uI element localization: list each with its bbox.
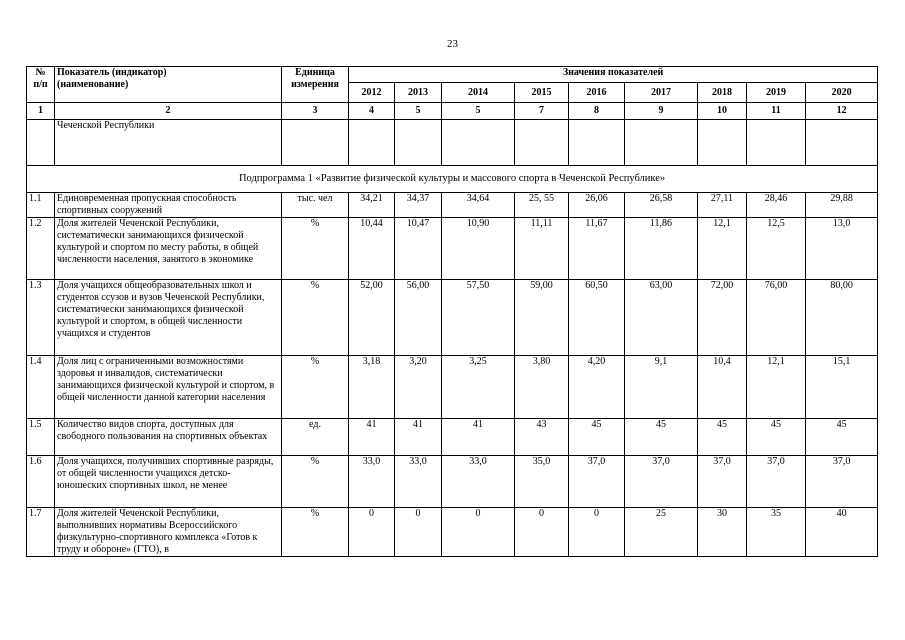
column-number: 3 [282,103,349,120]
column-number: 12 [806,103,878,120]
row-num: 1.5 [27,419,55,456]
year-header: 2019 [747,83,806,103]
row-value: 80,00 [806,280,878,356]
row-value: 10,44 [349,218,395,280]
row-value: 9,1 [625,356,698,419]
row-value: 45 [747,419,806,456]
table-row [27,456,878,508]
row-value: 10,90 [442,218,515,280]
table-row [27,419,878,456]
column-number: 10 [698,103,747,120]
row-value: 33,0 [349,456,395,508]
table-row [27,356,878,419]
row-unit: % [282,280,349,356]
column-number: 8 [569,103,625,120]
year-header: 2013 [395,83,442,103]
table-row [27,280,878,356]
row-value: 12,5 [747,218,806,280]
row-value: 4,20 [569,356,625,419]
column-number: 5 [395,103,442,120]
year-header: 2014 [442,83,515,103]
row-value: 3,20 [395,356,442,419]
row-value: 28,46 [747,193,806,218]
row-value: 0 [515,508,569,557]
row-value: 37,0 [698,456,747,508]
row-value: 35 [747,508,806,557]
row-unit: ед. [282,419,349,456]
header-unit: Единица измерения [282,67,349,103]
row-value: 29,88 [806,193,878,218]
indicators-table [26,66,878,557]
row-unit: тыс. чел [282,193,349,218]
row-value: 41 [442,419,515,456]
row-value: 0 [349,508,395,557]
header-values-title: Значения показателей [349,67,878,83]
row-indicator-name: Доля учащихся, получивших спортивные разряды, от общей численности учащихся детско-юношеских спортивных школ, не менее [55,456,282,508]
row-indicator-name: Доля учащихся общеобразовательных школ и студентов ссузов и вузов Чеченской Республики, систематически занимающихся физической культурой и спортом, в общей численности учащихся и студентов [55,280,282,356]
row-value: 27,11 [698,193,747,218]
row-value: 3,18 [349,356,395,419]
row-value: 25, 55 [515,193,569,218]
continuation-text: Чеченской Республики [55,120,282,166]
year-header: 2016 [569,83,625,103]
row-value: 37,0 [569,456,625,508]
row-value: 45 [625,419,698,456]
column-number: 9 [625,103,698,120]
column-number: 1 [27,103,55,120]
row-value: 41 [349,419,395,456]
row-value: 34,37 [395,193,442,218]
year-header: 2012 [349,83,395,103]
year-header: 2017 [625,83,698,103]
row-value: 11,86 [625,218,698,280]
continuation-unit-cell [282,120,349,166]
row-value: 72,00 [698,280,747,356]
row-value: 26,06 [569,193,625,218]
row-value: 37,0 [806,456,878,508]
row-value: 45 [806,419,878,456]
row-indicator-name: Количество видов спорта, доступных для свободного пользования на спортивных объектах [55,419,282,456]
row-value: 11,11 [515,218,569,280]
page-number: 23 [447,38,458,50]
row-value: 12,1 [747,356,806,419]
table-row [27,508,878,557]
table-row [27,218,878,280]
row-value: 56,00 [395,280,442,356]
row-num: 1.7 [27,508,55,557]
row-indicator-name: Доля жителей Чеченской Республики, систематически занимающихся физической культурой и спортом по месту работы, в общей численности населения, занятого в экономике [55,218,282,280]
table-row [27,193,878,218]
year-header: 2018 [698,83,747,103]
row-value: 60,50 [569,280,625,356]
row-num: 1.2 [27,218,55,280]
row-num: 1.1 [27,193,55,218]
row-value: 11,67 [569,218,625,280]
row-num: 1.6 [27,456,55,508]
row-value: 10,4 [698,356,747,419]
row-value: 26,58 [625,193,698,218]
row-value: 40 [806,508,878,557]
row-value: 25 [625,508,698,557]
row-unit: % [282,356,349,419]
row-unit: % [282,218,349,280]
row-indicator-name: Доля жителей Чеченской Республики, выполнивших нормативы Всероссийского физкультурно-спортивного комплекса «Готов к труду и обороне» (ГТО), в [55,508,282,557]
row-value: 33,0 [395,456,442,508]
row-num: 1.3 [27,280,55,356]
row-value: 59,00 [515,280,569,356]
row-value: 0 [569,508,625,557]
year-header: 2020 [806,83,878,103]
year-header: 2015 [515,83,569,103]
row-unit: % [282,456,349,508]
row-value: 63,00 [625,280,698,356]
subprogram-title: Подпрограмма 1 «Развитие физической культуры и массового спорта в Чеченской Республике» [27,166,878,193]
row-value: 43 [515,419,569,456]
column-number: 7 [515,103,569,120]
column-number: 5 [442,103,515,120]
row-value: 15,1 [806,356,878,419]
row-value: 52,00 [349,280,395,356]
row-value: 12,1 [698,218,747,280]
row-value: 57,50 [442,280,515,356]
row-value: 0 [395,508,442,557]
row-value: 10,47 [395,218,442,280]
header-indicator: Показатель (индикатор) (наименование) [55,67,282,103]
header-num: № п/п [27,67,55,103]
column-number: 2 [55,103,282,120]
row-value: 33,0 [442,456,515,508]
row-value: 41 [395,419,442,456]
row-value: 0 [442,508,515,557]
row-value: 37,0 [625,456,698,508]
row-value: 13,0 [806,218,878,280]
row-value: 34,21 [349,193,395,218]
continuation-num-cell [27,120,55,166]
row-indicator-name: Доля лиц с ограниченными возможностями здоровья и инвалидов, систематически занимающихся физической культурой и спортом, в общей численности данной категории населения [55,356,282,419]
row-value: 34,64 [442,193,515,218]
row-indicator-name: Единовременная пропускная способность спортивных сооружений [55,193,282,218]
row-value: 76,00 [747,280,806,356]
row-value: 35,0 [515,456,569,508]
row-value: 45 [698,419,747,456]
column-number: 11 [747,103,806,120]
row-num: 1.4 [27,356,55,419]
row-value: 37,0 [747,456,806,508]
row-value: 30 [698,508,747,557]
column-number: 4 [349,103,395,120]
row-value: 3,80 [515,356,569,419]
row-unit: % [282,508,349,557]
row-value: 45 [569,419,625,456]
row-value: 3,25 [442,356,515,419]
